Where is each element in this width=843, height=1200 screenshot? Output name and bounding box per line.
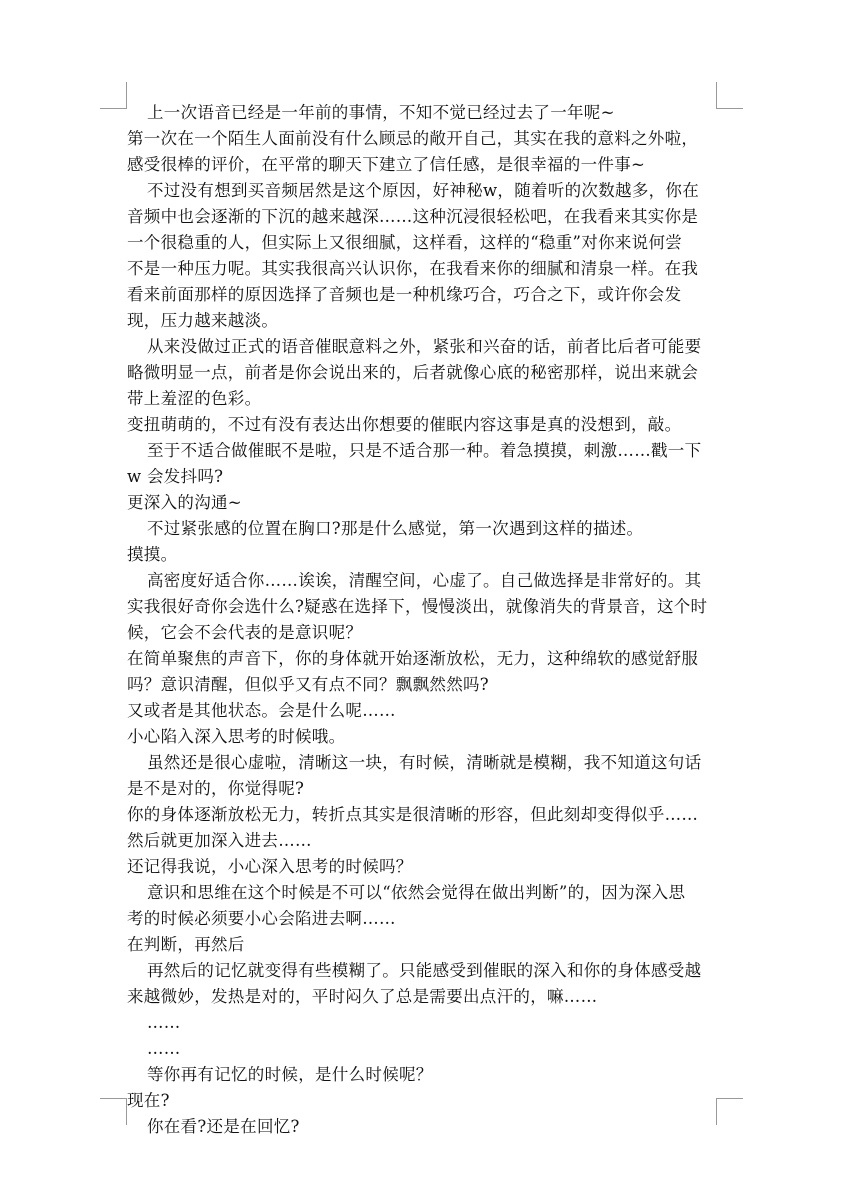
text-line: 在判断，再然后 [127, 935, 245, 954]
text-line: 上一次语音已经是一年前的事情，不知不觉已经过去了一年呢~ [147, 103, 615, 122]
text-line: 高密度好适合你……诶诶，清醒空间，心虚了。自己做选择是非常好的。其 [147, 571, 702, 590]
crop-mark-bottom-right [716, 1098, 743, 1125]
text-line: 又或者是其他状态。会是什么呢…… [127, 701, 396, 720]
text-line: 你的身体逐渐放松无力，转折点其实是很清晰的形容，但此刻却变得似乎…… [127, 805, 699, 824]
text-line: 至于不适合做催眠不是啦，只是不适合那一种。着急摸摸，刺激……戳一下 [147, 441, 702, 460]
text-line: 一个很稳重的人，但实际上又很细腻，这样看，这样的“稳重”对你来说何尝 [127, 233, 683, 252]
text-line: 候，它会不会代表的是意识呢？ [127, 623, 363, 642]
text-line: 实我很好奇你会选什么?疑惑在选择下，慢慢淡出，就像消失的背景音，这个时 [127, 597, 708, 616]
text-line: …… [147, 1039, 181, 1058]
text-line: 摸摸。 [127, 545, 178, 564]
text-line: 不是一种压力呢。其实我很高兴认识你，在我看来你的细腻和清泉一样。在我 [127, 259, 699, 278]
text-line: 音频中也会逐渐的下沉的越来越深……这种沉浸很轻松吧，在我看来其实你是 [127, 207, 699, 226]
text-line: 变扭萌萌的，不过有没有表达出你想要的催眠内容这事是真的没想到，敲。 [127, 415, 682, 434]
crop-mark-bottom-left [100, 1098, 127, 1125]
text-line: 等你再有记忆的时候，是什么时候呢？ [147, 1065, 433, 1084]
text-line: 第一次在一个陌生人面前没有什么顾忌的敞开自己，其实在我的意料之外啦， [127, 129, 699, 148]
text-line: 带上羞涩的色彩。 [127, 389, 262, 408]
text-line: 现在? [127, 1091, 170, 1110]
document-body [127, 100, 717, 1140]
text-line: 看来前面那样的原因选择了音频也是一种机缘巧合，巧合之下，或许你会发 [127, 285, 682, 304]
text-line: 更深入的沟通~ [127, 493, 242, 512]
text-line: 在简单聚焦的声音下，你的身体就开始逐渐放松，无力，这种绵软的感觉舒服 [127, 649, 699, 668]
text-line: 不过紧张感的位置在胸口?那是什么感觉，第一次遇到这样的描述。 [147, 519, 644, 538]
text-line: 吗？意识清醒，但似乎又有点不同？飘飘然然吗? [127, 675, 489, 694]
crop-mark-top-left [100, 82, 127, 109]
text-line: …… [147, 1013, 181, 1032]
text-line: 你在看?还是在回忆? [147, 1117, 300, 1136]
text-line: 现，压力越来越淡。 [127, 311, 279, 330]
text-line: 不过没有想到买音频居然是这个原因，好神秘w，随着听的次数越多，你在 [147, 181, 700, 200]
crop-mark-top-right [716, 82, 743, 109]
text-line: 意识和思维在这个时候是不可以“依然会觉得在做出判断”的，因为深入思 [147, 883, 686, 902]
text-line: 小心陷入深入思考的时候哦。 [127, 727, 346, 746]
text-line: 从来没做过正式的语音催眠意料之外，紧张和兴奋的话，前者比后者可能要 [147, 337, 702, 356]
text-line: 虽然还是很心虚啦，清晰这一块，有时候，清晰就是模糊，我不知道这句话 [147, 753, 702, 772]
text-line: w 会发抖吗? [127, 467, 224, 486]
text-line: 略微明显一点，前者是你会说出来的，后者就像心底的秘密那样，说出来就会 [127, 363, 699, 382]
text-line: 考的时候必须要小心会陷进去啊…… [127, 909, 396, 928]
text-line: 是不是对的，你觉得呢? [127, 779, 305, 798]
text-line: 感受很棒的评价，在平常的聊天下建立了信任感，是很幸福的一件事~ [127, 155, 646, 174]
text-line: 还记得我说，小心深入思考的时候吗？ [127, 857, 413, 876]
text-line: 然后就更加深入进去…… [127, 831, 312, 850]
text-line: 来越微妙，发热是对的，平时闷久了总是需要出点汗的，嘛…… [127, 987, 598, 1006]
text-line: 再然后的记忆就变得有些模糊了。只能感受到催眠的深入和你的身体感受越 [147, 961, 702, 980]
